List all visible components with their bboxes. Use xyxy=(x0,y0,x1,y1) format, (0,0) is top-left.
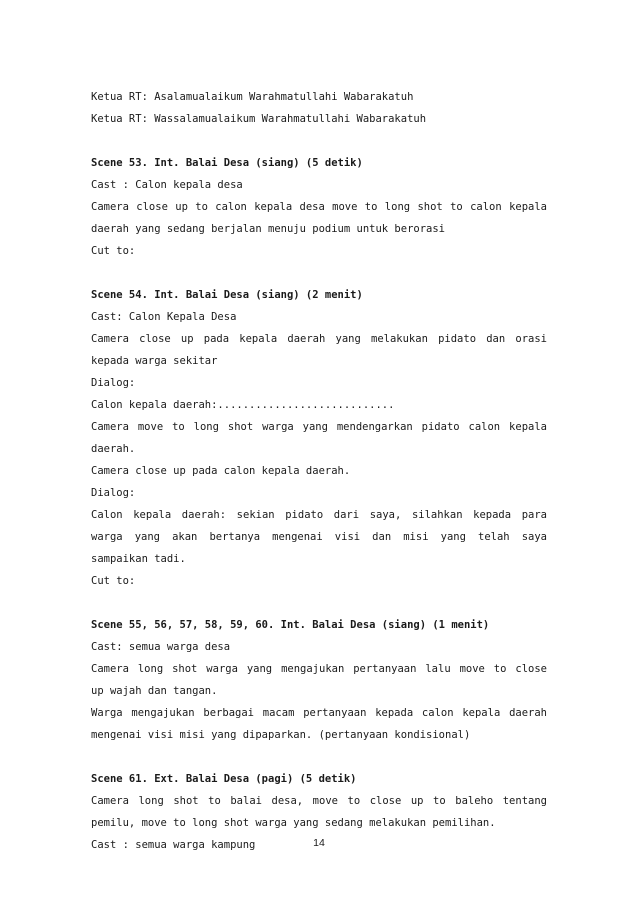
body-line: pemilu, move to long shot warga yang sedang melakukan pemilihan. xyxy=(91,817,496,829)
body-line: Camera close up to calon kepala desa move to long shot to calon kepala xyxy=(91,201,547,213)
scene-heading: Scene 61. Ext. Balai Desa (pagi) (5 detik) xyxy=(91,773,357,785)
scene-heading: Scene 54. Int. Balai Desa (siang) (2 menit) xyxy=(91,289,363,301)
body-line: Camera long shot to balai desa, move to close up to baleho tentang xyxy=(91,795,547,807)
dialog-label: Dialog: xyxy=(91,487,136,499)
dialog-line: Ketua RT: Wassalamualaikum Warahmatullahi Wabarakatuh xyxy=(91,113,427,125)
dialog-line: sampaikan tadi. xyxy=(91,553,186,565)
transition-line: Cut to: xyxy=(91,575,136,587)
paragraph-gap xyxy=(91,130,547,152)
body-line: daerah. xyxy=(91,443,136,455)
body-line: Camera close up pada kepala daerah yang melakukan pidato dan orasi xyxy=(91,333,547,345)
body-line: up wajah dan tangan. xyxy=(91,685,218,697)
body-line: Warga mengajukan berbagai macam pertanyaan kepada calon kepala daerah xyxy=(91,707,547,719)
scene-heading: Scene 53. Int. Balai Desa (siang) (5 detik) xyxy=(91,157,363,169)
scene-heading: Scene 55, 56, 57, 58, 59, 60. Int. Balai Desa (siang) (1 menit) xyxy=(91,619,490,631)
page-number: 14 xyxy=(313,837,325,849)
body-line: Camera close up pada calon kepala daerah. xyxy=(91,465,351,477)
body-line: Camera long shot warga yang mengajukan pertanyaan lalu move to close xyxy=(91,663,547,675)
cast-line: Cast: Calon Kepala Desa xyxy=(91,311,237,323)
paragraph-gap xyxy=(91,262,547,284)
body-line: mengenai visi misi yang dipaparkan. (pertanyaan kondisional) xyxy=(91,729,471,741)
paragraph-gap xyxy=(91,592,547,614)
dialog-line: Ketua RT: Asalamualaikum Warahmatullahi Wabarakatuh xyxy=(91,91,414,103)
dialog-line: Calon kepala daerah: sekian pidato dari saya, silahkan kepada para xyxy=(91,509,547,521)
dialog-label: Dialog: xyxy=(91,377,136,389)
cast-line: Cast: semua warga desa xyxy=(91,641,231,653)
cast-line: Cast : Calon kepala desa xyxy=(91,179,243,191)
script-body xyxy=(91,86,547,856)
transition-line: Cut to: xyxy=(91,245,136,257)
body-line: kepada warga sekitar xyxy=(91,355,218,367)
dialog-line: Calon kepala daerah:............................ xyxy=(91,399,395,411)
cast-line: Cast : semua warga kampung xyxy=(91,839,256,851)
dialog-line: warga yang akan bertanya mengenai visi dan misi yang telah saya xyxy=(91,531,547,543)
body-line: daerah yang sedang berjalan menuju podium untuk berorasi xyxy=(91,223,446,235)
body-line: Camera move to long shot warga yang mendengarkan pidato calon kepala xyxy=(91,421,547,433)
paragraph-gap xyxy=(91,746,547,768)
